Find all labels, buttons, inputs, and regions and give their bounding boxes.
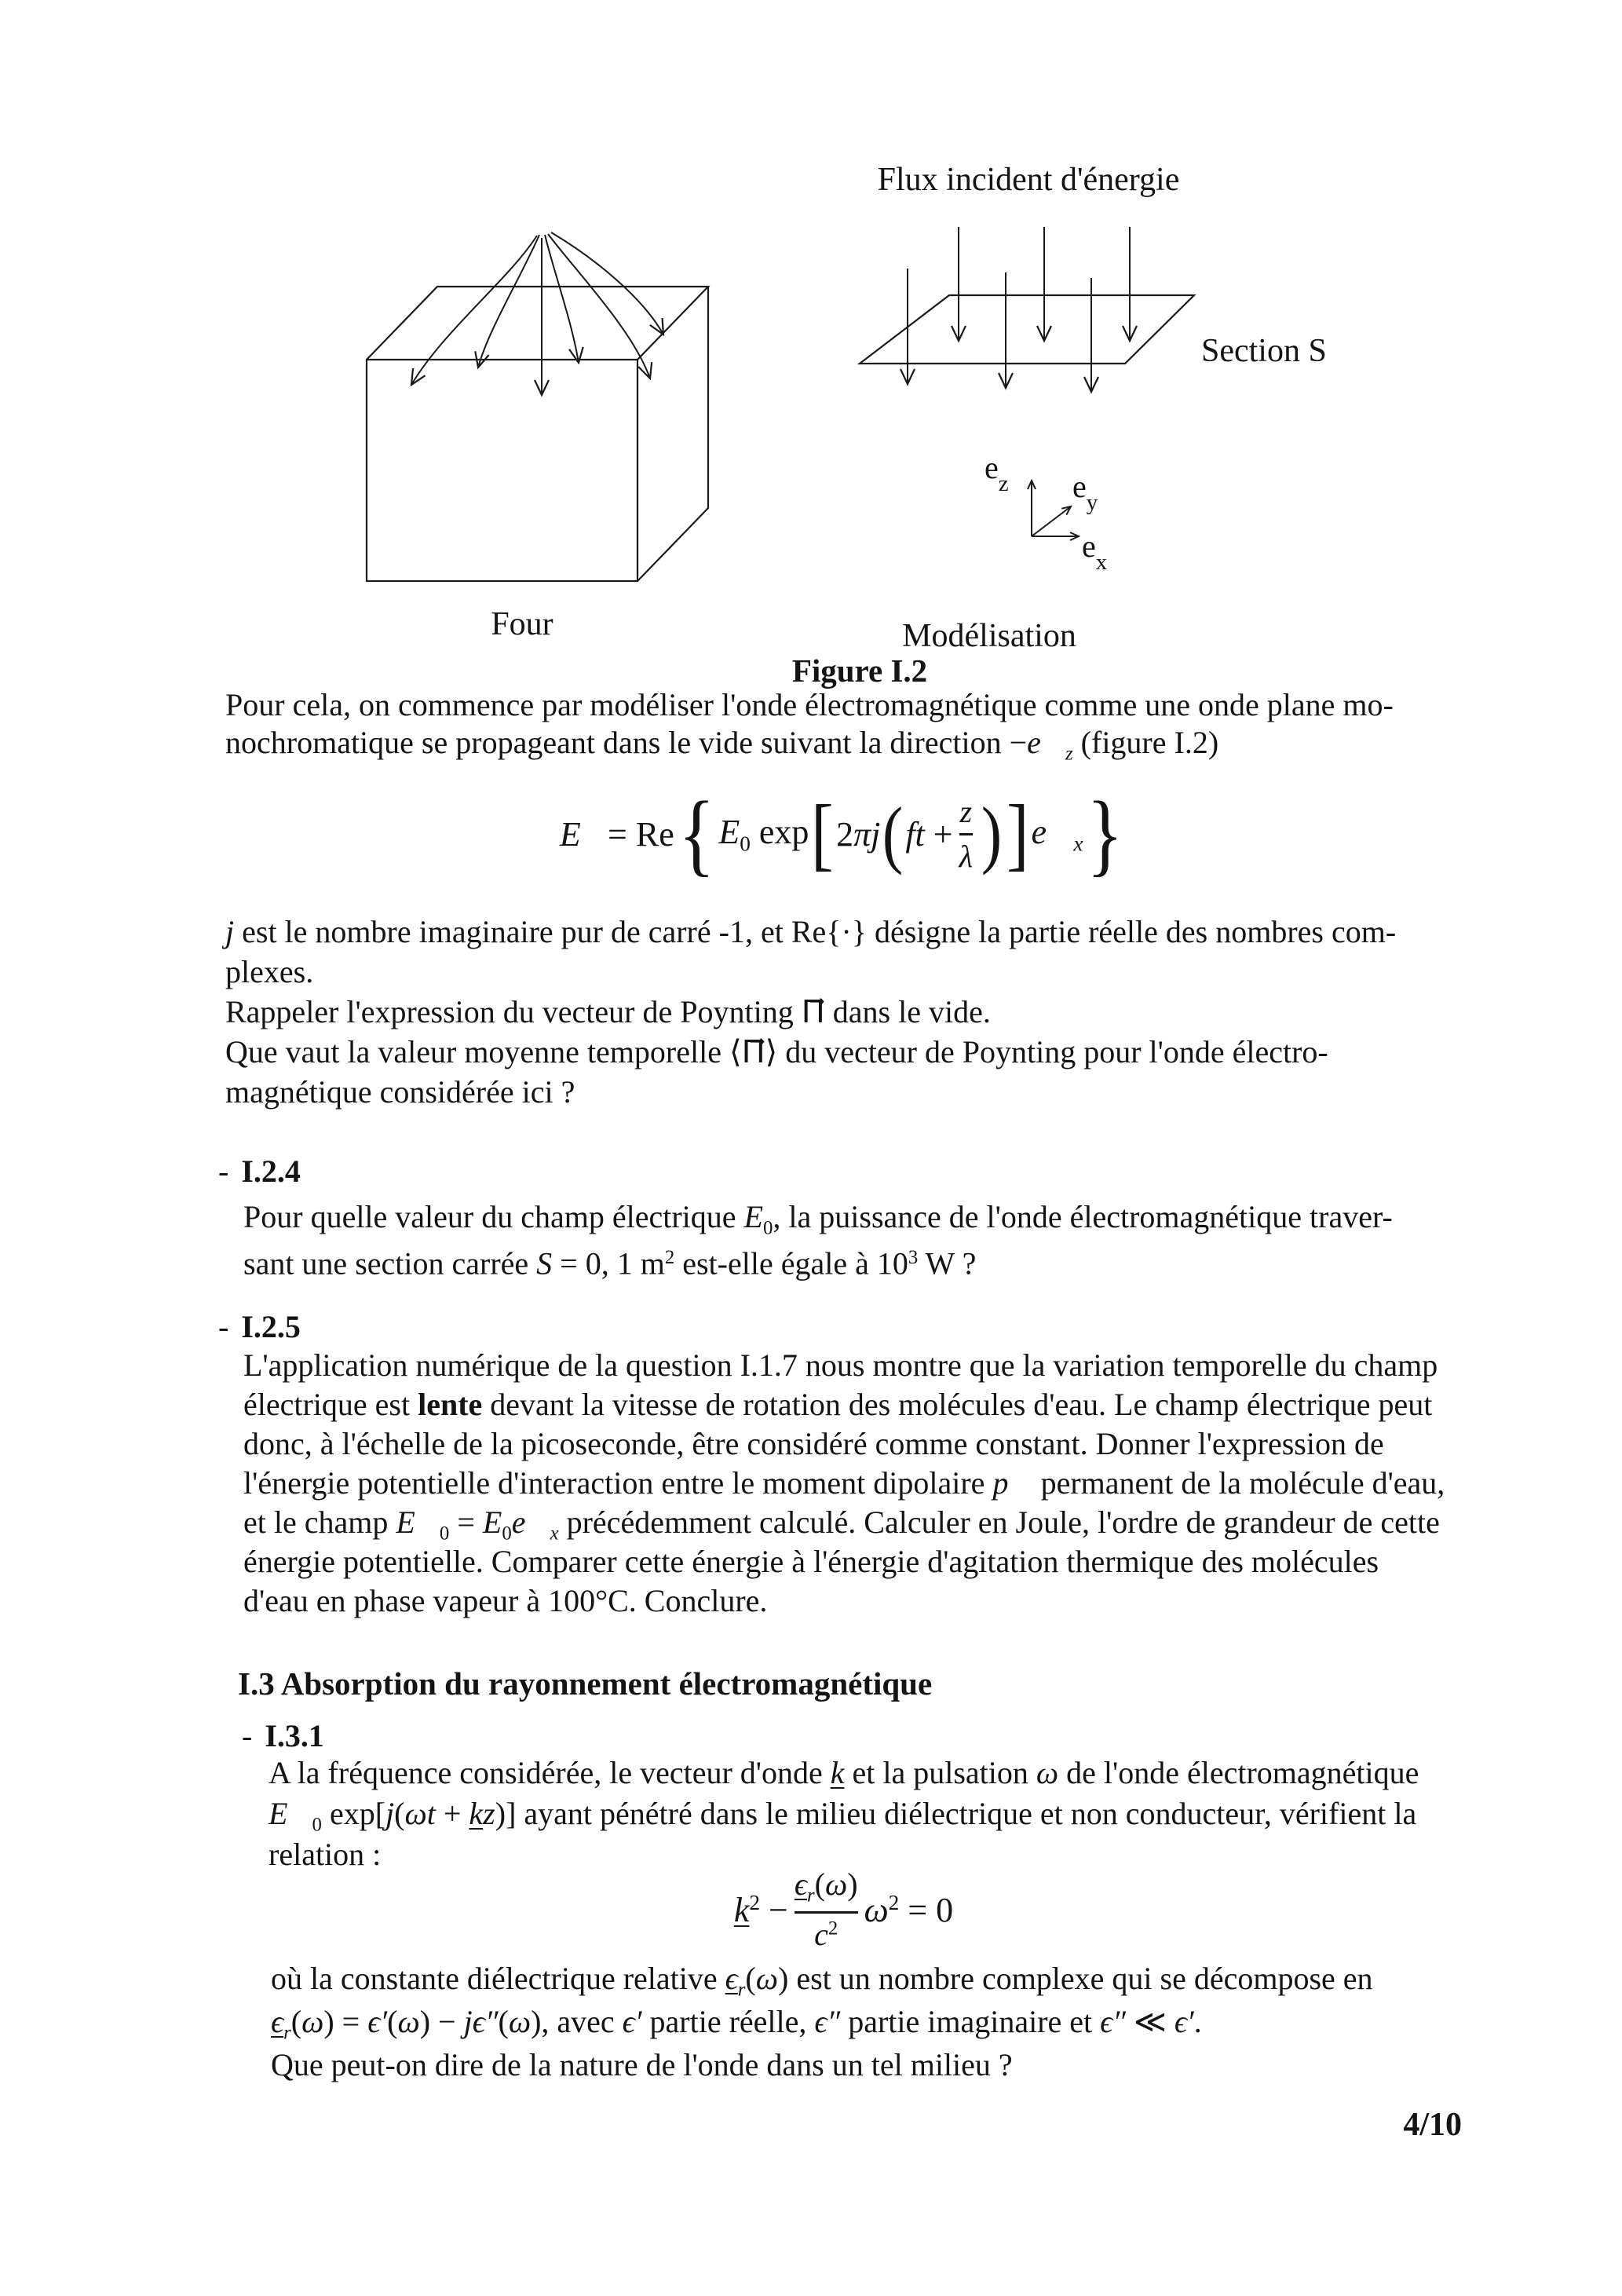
text-segment: (	[745, 1961, 756, 1996]
text-segment: E⃗	[396, 1504, 440, 1540]
text-segment: partie réelle,	[641, 2004, 815, 2039]
text-segment: dans le vide.	[824, 994, 991, 1029]
coordinate-axes	[1032, 481, 1079, 536]
text-segment: e⃗	[1027, 725, 1066, 760]
item-dash: -	[218, 1309, 229, 1344]
text-segment: E	[743, 1199, 763, 1234]
section-i25-body	[243, 1346, 1462, 1621]
eq2-lparen: (	[814, 1866, 825, 1903]
text-segment: ) est un nombre complexe qui se décompose en	[778, 1961, 1373, 1996]
text-segment: ϵ	[725, 1961, 738, 1996]
text-segment: ϵ″	[814, 2004, 841, 2039]
eq1-E0: E	[718, 812, 740, 851]
text-segment: exp[	[321, 1796, 386, 1831]
fraction-bar	[795, 1911, 858, 1914]
section-i25-title: I.2.5	[241, 1309, 301, 1344]
text-segment: (	[387, 2004, 398, 2039]
text-segment: l'énergie potentielle d'interaction entre le moment dipolaire	[243, 1465, 993, 1501]
text-segment: W ?	[918, 1245, 977, 1281]
section-i3-heading: I.3 Absorption du rayonnement électromagnétique	[238, 1665, 933, 1702]
axis-e-glyph: e	[1082, 528, 1096, 564]
text-line	[243, 1238, 1462, 1281]
text-segment: (	[394, 1796, 405, 1831]
section-i24-heading	[218, 1152, 301, 1191]
text-segment: ω	[397, 2004, 420, 2039]
text-line	[225, 1072, 1462, 1112]
text-segment: et la pulsation	[844, 1755, 1036, 1790]
text-line	[243, 1346, 1462, 1385]
eq1-E-vector: E⃗	[559, 814, 608, 854]
eq2-equals-zero: = 0	[908, 1890, 954, 1929]
text-segment: k	[830, 1755, 845, 1790]
figure-caption: Figure I.2	[791, 653, 928, 689]
text-segment: p⃗	[992, 1465, 1033, 1501]
text-segment: ϵ′	[367, 2004, 388, 2039]
text-segment: Rappeler l'expression du vecteur de Poynting	[225, 994, 802, 1029]
text-line	[269, 1753, 1462, 1793]
text-segment: )] ayant pénétré dans le milieu diélectrique et non conducteur, vérifient la	[495, 1796, 1417, 1831]
text-segment: z	[1065, 743, 1073, 765]
text-line	[243, 1581, 1462, 1621]
eq2-fraction	[795, 1866, 858, 1952]
text-segment: r	[283, 2022, 291, 2044]
text-segment: jϵ″	[463, 2004, 499, 2039]
eq1-equals-Re: = Re	[608, 814, 674, 854]
eq1-ex-vector: e⃗	[1031, 812, 1074, 851]
text-segment: 0	[312, 1814, 322, 1836]
text-segment: nochromatique se propageant dans le vide suivant la direction −	[225, 725, 1028, 760]
text-segment: 0	[762, 1217, 773, 1239]
section-i24-title: I.2.4	[241, 1153, 301, 1189]
section-i31-heading	[242, 1717, 324, 1756]
text-segment: (figure I.2)	[1072, 725, 1219, 760]
oven-cube	[367, 287, 708, 581]
eq2-epsilon-sub: r	[807, 1885, 815, 1907]
text-segment: (	[498, 2004, 509, 2039]
text-segment: devant la vitesse de rotation des molécules d'eau. Le champ électrique peut	[482, 1387, 1433, 1422]
text-segment: Pour cela, on commence par modéliser l'onde électromagnétique comme une onde plane mo-	[225, 687, 1394, 722]
eq1-ex-sub: x	[1073, 832, 1083, 856]
text-line	[225, 912, 1462, 952]
incident-flux-arrows	[908, 227, 1130, 392]
eq1-exp: exp	[758, 812, 809, 851]
cube-right-face	[637, 287, 708, 581]
text-segment: L'application numérique de la question I.1.7 nous montre que la variation temporelle du champ	[243, 1347, 1438, 1383]
text-segment: Que vaut la valeur moyenne temporelle	[225, 1034, 729, 1069]
page-number: 4/10	[1403, 2107, 1462, 2143]
text-segment: ⟨Π⃗⟩	[729, 1034, 778, 1069]
text-segment: Pour quelle valeur du champ électrique	[243, 1199, 744, 1234]
section-i31-body	[269, 1753, 1462, 1875]
item-dash: -	[242, 1718, 253, 1753]
text-segment: partie imaginaire et	[840, 2004, 1101, 2039]
text-line	[269, 1793, 1462, 1834]
text-segment: ), avec	[531, 2004, 623, 2039]
eq1-frac-num: z	[959, 793, 973, 829]
text-segment: plexes.	[225, 954, 314, 989]
eq2-rparen: )	[847, 1866, 858, 1903]
intro-paragraph	[225, 686, 1462, 765]
text-line	[225, 1032, 1462, 1072]
text-segment: Que peut-on dire de la nature de l'onde dans un tel milieu ?	[271, 2047, 1013, 2082]
axis-x-sub: x	[1095, 549, 1108, 575]
four-caption: Four	[491, 606, 553, 642]
text-segment: ϵ′	[1174, 2004, 1194, 2039]
text-segment: x	[550, 1523, 559, 1545]
text-line	[243, 1424, 1462, 1464]
eq1-ft: ft	[905, 814, 925, 854]
eq1-pi-j: πj	[853, 814, 881, 854]
eq2-omega: ω	[824, 1866, 848, 1903]
flux-arrow	[548, 234, 650, 378]
modelisation-caption: Modélisation	[902, 618, 1076, 654]
eq1-E0-sub: 0	[740, 832, 751, 856]
text-segment: , la puissance de l'onde électromagnétique traver-	[773, 1199, 1393, 1234]
text-segment: énergie potentielle. Comparer cette énergie à l'énergie d'agitation thermique des molécules	[243, 1544, 1379, 1579]
text-segment: ϵ′	[622, 2004, 642, 2039]
flux-arrow	[545, 235, 579, 363]
text-segment: e⃗	[511, 1504, 550, 1540]
eq1-two: 2	[836, 814, 854, 854]
text-segment: est le nombre imaginaire pur de carré -1, et Re{·} désigne la partie réelle des nombres com-	[234, 914, 1397, 949]
text-segment: électrique est	[243, 1387, 418, 1422]
text-line	[225, 686, 1462, 724]
axis-z-sub: z	[998, 470, 1009, 496]
text-segment: Π⃗	[801, 994, 825, 1029]
text-segment: E⃗	[269, 1796, 312, 1831]
text-segment: ω	[301, 2004, 324, 2039]
text-segment: 0	[502, 1523, 512, 1545]
flux-arrow	[478, 235, 539, 367]
text-segment: k	[469, 1796, 484, 1831]
flux-incident-label: Flux incident d'énergie	[877, 162, 1180, 198]
text-segment: 2	[664, 1247, 675, 1268]
eq2-omega2-sup: 2	[888, 1890, 900, 1914]
text-segment: ω	[508, 2004, 532, 2039]
text-segment: de l'onde électromagnétique	[1058, 1755, 1419, 1790]
text-line	[243, 1197, 1462, 1238]
text-segment: lente	[418, 1387, 483, 1422]
section-i24-body	[243, 1197, 1462, 1281]
cube-front-face	[367, 360, 637, 581]
section-s-label: Section S	[1201, 333, 1327, 369]
axis-e-glyph: e	[1072, 469, 1087, 504]
text-line	[225, 952, 1462, 992]
section-plane	[860, 295, 1194, 364]
eq2-minus: −	[769, 1890, 788, 1929]
fraction-bar	[959, 833, 973, 835]
text-segment: relation :	[269, 1837, 382, 1872]
text-segment: ) −	[419, 2004, 464, 2039]
text-segment: A la fréquence considérée, le vecteur d'onde	[269, 1755, 831, 1790]
text-line	[271, 2043, 1462, 2086]
text-segment: ) =	[323, 2004, 368, 2039]
text-segment: donc, à l'échelle de la picoseconde, être considéré comme constant. Donner l'expression de	[243, 1426, 1384, 1461]
eq2-k: k	[733, 1890, 750, 1929]
section-i31-title: I.3.1	[265, 1718, 324, 1753]
text-segment: du vecteur de Poynting pour l'onde électro-	[777, 1034, 1328, 1069]
text-segment: .	[1193, 2004, 1202, 2039]
text-segment: j	[385, 1796, 395, 1831]
eq2-c-sup: 2	[827, 1917, 838, 1939]
item-dash: -	[218, 1153, 229, 1189]
flux-arrow	[411, 236, 537, 385]
text-line	[225, 992, 1462, 1032]
text-segment: magnétique considérée ici ?	[225, 1074, 575, 1110]
text-segment: ≪	[1125, 2004, 1174, 2039]
equation-E-field: E⃗ = Re { $E_0$ exp [ 2πj ( ft + $\frac{z}{\lambda}$ ) ] $e⃗_x$ }	[559, 782, 1123, 885]
dielectric-paragraph	[271, 1957, 1462, 2086]
figure-i2-graphic	[0, 0, 1622, 707]
text-line	[243, 1503, 1462, 1545]
axis-e-glyph: e	[985, 450, 999, 485]
text-line	[271, 2000, 1462, 2043]
text-segment: où la constante diélectrique relative	[271, 1961, 725, 1996]
axis-x-label	[1082, 528, 1107, 576]
axis-z-label	[985, 449, 1009, 497]
text-line	[225, 724, 1462, 765]
text-segment: est-elle égale à 10	[674, 1245, 908, 1281]
poynting-paragraph	[225, 912, 1462, 1112]
text-segment: E	[482, 1504, 502, 1540]
text-segment: ω	[1036, 1755, 1059, 1790]
eq1-fraction	[959, 794, 973, 875]
text-segment: ωt	[404, 1796, 436, 1831]
eq2-epsilon: ϵ	[794, 1866, 807, 1903]
text-segment: j	[225, 914, 235, 949]
equation-dispersion	[225, 1866, 1462, 1954]
axis-y-sub: y	[1086, 489, 1098, 515]
text-segment: permanent de la molécule d'eau,	[1032, 1465, 1445, 1501]
eq1-plus: +	[933, 814, 953, 854]
axis-y	[1032, 506, 1071, 536]
text-line	[271, 1957, 1462, 2000]
text-line	[243, 1385, 1462, 1424]
text-segment: (	[290, 2004, 302, 2039]
text-segment: ϵ″	[1100, 2004, 1126, 2039]
text-line	[243, 1464, 1462, 1503]
text-segment: sant une section carrée	[243, 1245, 537, 1281]
text-segment: d'eau en phase vapeur à 100°C. Conclure.	[243, 1583, 768, 1618]
eq2-c: c	[814, 1916, 828, 1952]
text-segment: précédemment calculé. Calculer en Joule, l'ordre de grandeur de cette	[558, 1504, 1440, 1540]
eq2-k-sup: 2	[749, 1890, 761, 1914]
eq1-frac-den: λ	[959, 838, 973, 874]
text-segment: z	[483, 1796, 495, 1831]
eq2-omega2: ω	[864, 1890, 889, 1929]
text-segment: 3	[908, 1247, 919, 1268]
text-segment: =	[449, 1504, 483, 1540]
text-segment: +	[435, 1796, 469, 1831]
text-segment: 0	[439, 1523, 450, 1545]
text-segment: S	[536, 1245, 553, 1281]
text-segment: = 0, 1 m	[552, 1245, 665, 1281]
section-i25-heading	[218, 1307, 301, 1347]
text-line	[243, 1542, 1462, 1581]
text-segment: ϵ	[271, 2004, 284, 2039]
text-segment: ω	[755, 1961, 778, 1996]
text-segment: r	[737, 1979, 746, 2001]
text-segment: et le champ	[243, 1504, 396, 1540]
axis-y-label	[1072, 468, 1098, 516]
oven-flux-arrows	[411, 232, 663, 395]
